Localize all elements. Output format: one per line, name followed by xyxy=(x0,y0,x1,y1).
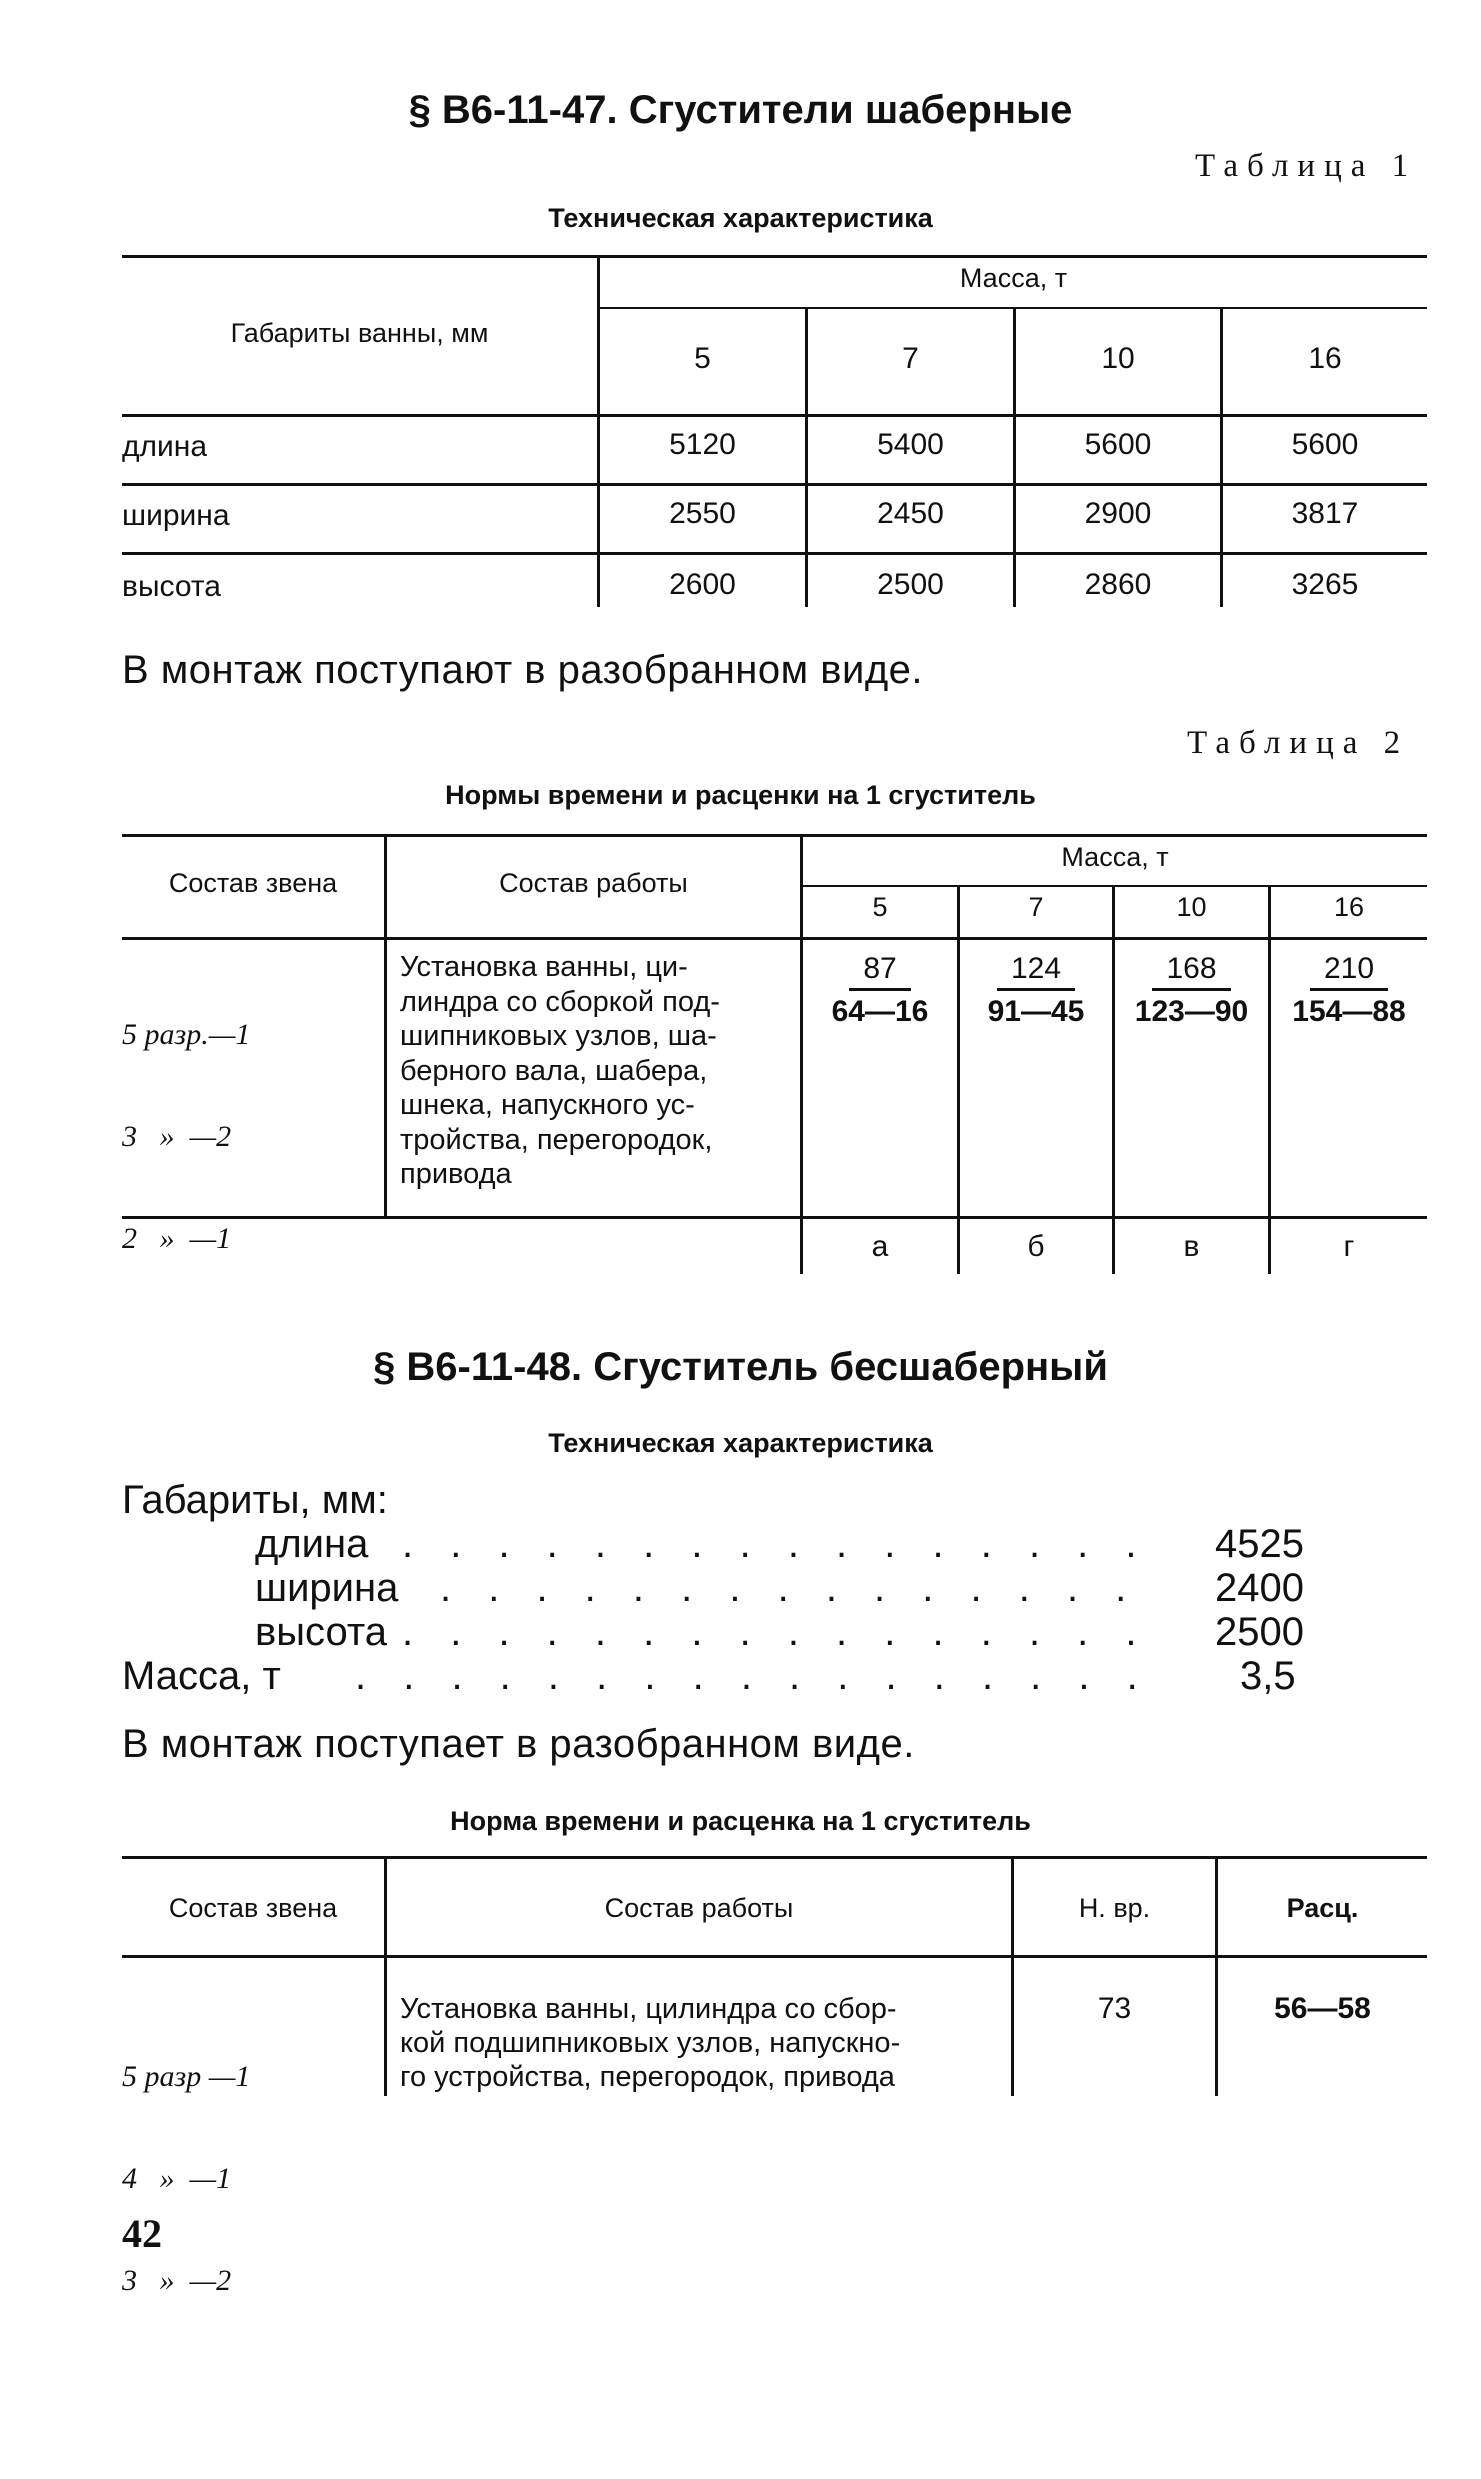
table-2-col-header: 16 xyxy=(1333,892,1365,922)
mass-value: 3,5 xyxy=(1240,1654,1296,1698)
table-1-col-header: 5 xyxy=(694,342,711,375)
section-1-title: § В6-11-47. Сгустители шаберные xyxy=(408,88,1073,132)
work-line: шипниковых узлов, ша- xyxy=(400,1020,717,1052)
rate-value: 154—88 xyxy=(1292,995,1406,1028)
work-line: берного вала, шабера, xyxy=(400,1054,708,1087)
table-1-col-header: 10 xyxy=(1101,342,1135,375)
spec-value: 2400 xyxy=(1215,1566,1304,1610)
dims-label: Габариты, мм: xyxy=(122,1478,388,1522)
table-1-col-header: 16 xyxy=(1308,342,1342,375)
spec-name: высота xyxy=(255,1610,387,1654)
table-1-col-header: 7 xyxy=(902,342,919,375)
work-line: привода xyxy=(400,1158,512,1190)
table-2-col-header: 7 xyxy=(1028,892,1044,922)
table-2-col-crew: Состав звена xyxy=(168,868,338,898)
table-1-cell: 2900 xyxy=(1084,497,1152,530)
table-3-col-work: Состав работы xyxy=(604,1893,794,1923)
table-1-cell: 3817 xyxy=(1291,497,1359,530)
table-3-norm: 73 xyxy=(1097,1992,1132,2025)
mass-name: Масса, т xyxy=(122,1654,281,1698)
table-2-value xyxy=(1271,950,1427,1033)
work-line: Установка ванны, цилиндра со сбор- xyxy=(400,1993,897,2025)
table-1-cell: 3265 xyxy=(1291,568,1359,601)
table-3-crew xyxy=(122,1992,250,2366)
table-1-caption: Техническая характеристика xyxy=(548,203,933,233)
table-2-col-work: Состав работы xyxy=(499,868,688,898)
table-2-label: Таблица 2 xyxy=(1187,725,1410,761)
spec-value: 4525 xyxy=(1215,1522,1304,1566)
table-2-value xyxy=(803,950,957,1033)
work-line: кой подшипниковых узлов, напускно- xyxy=(400,2027,901,2059)
work-line: Установка ванны, ци- xyxy=(400,951,688,983)
table-2-work xyxy=(400,950,785,1192)
section-2-title: § В6-11-48. Сгуститель бесшаберный xyxy=(373,1345,1108,1389)
table-1-row-label: ширина xyxy=(122,499,230,532)
crew-line: 4 » —1 xyxy=(122,2162,232,2195)
work-line: тройства, перегородок, xyxy=(400,1123,713,1156)
rate-value: 64—16 xyxy=(831,995,929,1028)
work-line: го устройства, перегородок, привода xyxy=(400,2061,895,2093)
table-3-col-norm: Н. вр. xyxy=(1078,1893,1151,1923)
table-2-value xyxy=(960,950,1112,1033)
table-1-cell: 2500 xyxy=(877,568,944,601)
table-1-cell: 5600 xyxy=(1291,428,1359,461)
table-1-row-label: длина xyxy=(122,430,208,463)
table-1-cell: 2550 xyxy=(669,497,736,530)
table-3-col-crew: Состав звена xyxy=(168,1893,338,1923)
norm-value: 168 xyxy=(1152,950,1230,991)
table-1-row-header: Габариты ванны, мм xyxy=(230,318,489,348)
table-3-caption: Норма времени и расценка на 1 сгуститель xyxy=(450,1806,1031,1836)
norm-value: 210 xyxy=(1310,950,1388,991)
section-2-note: В монтаж поступает в разобранном виде. xyxy=(122,1722,915,1766)
table-1-cell: 5120 xyxy=(669,428,736,461)
table-2-index: б xyxy=(1027,1230,1045,1263)
spec-value: 2500 xyxy=(1215,1610,1304,1654)
norm-value: 87 xyxy=(849,950,910,991)
table-2-group-header: Масса, т xyxy=(1061,842,1169,872)
crew-line: 5 разр —1 xyxy=(122,2060,251,2093)
table-2-crew xyxy=(122,950,250,1324)
table-2-caption: Нормы времени и расценки на 1 сгуститель xyxy=(445,780,1036,810)
table-1-cell: 2600 xyxy=(669,568,736,601)
page-number: 42 xyxy=(122,2211,162,2256)
table-1-cell: 5400 xyxy=(877,428,944,461)
work-line: шнека, напускного ус- xyxy=(400,1089,695,1121)
crew-line: 2 » —1 xyxy=(122,1222,232,1255)
rate-value: 91—45 xyxy=(987,995,1085,1028)
table-2-index: а xyxy=(871,1230,889,1263)
table-2-index: в xyxy=(1183,1230,1200,1263)
crew-line: 5 разр.—1 xyxy=(122,1018,251,1051)
table-2-col-header: 5 xyxy=(872,892,888,922)
table-3-col-rate: Расц. xyxy=(1286,1893,1359,1923)
spec-name: ширина xyxy=(255,1566,399,1610)
table-2-index: г xyxy=(1343,1230,1355,1263)
section-1-note: В монтаж поступают в разобранном виде. xyxy=(122,648,924,692)
table-3-work xyxy=(400,1992,1000,2094)
crew-line: 3 » —2 xyxy=(122,2264,232,2297)
spec-name: длина xyxy=(255,1522,369,1566)
table-2-col-header: 10 xyxy=(1176,892,1207,922)
table-1-group-header: Масса, т xyxy=(959,263,1068,293)
rate-value: 123—90 xyxy=(1134,995,1249,1028)
table-1-cell: 5600 xyxy=(1084,428,1152,461)
table-2-value xyxy=(1115,950,1268,1033)
section-2-caption: Техническая характеристика xyxy=(548,1428,933,1458)
table-3-rate: 56—58 xyxy=(1274,1992,1371,2025)
work-line: линдра со сборкой под- xyxy=(400,985,720,1018)
table-1-cell: 2860 xyxy=(1084,568,1152,601)
norm-value: 124 xyxy=(997,950,1075,991)
table-1-cell: 2450 xyxy=(877,497,944,530)
table-1-label: Таблица 1 xyxy=(1195,148,1418,184)
crew-line: 3 » —2 xyxy=(122,1120,232,1153)
table-1-row-label: высота xyxy=(122,570,221,603)
